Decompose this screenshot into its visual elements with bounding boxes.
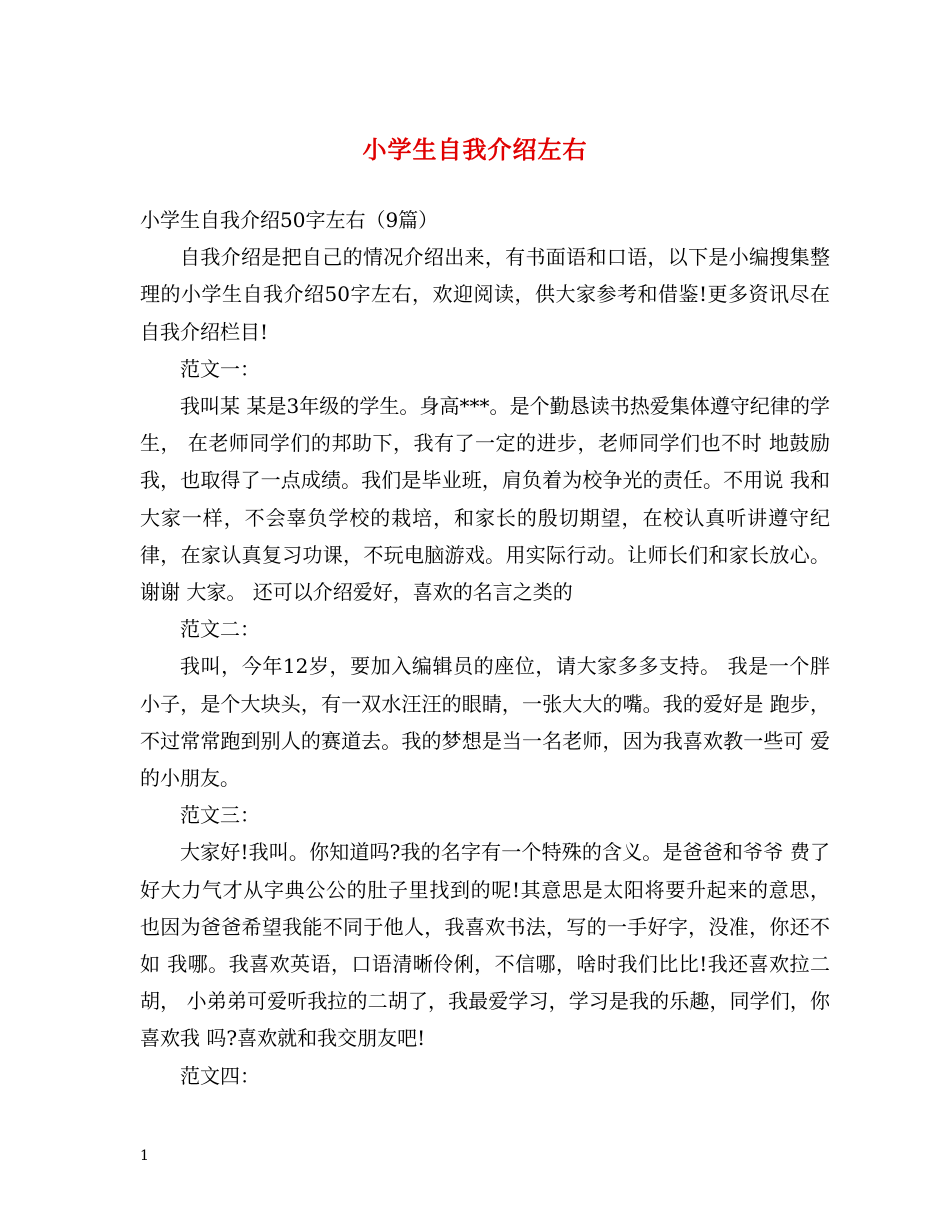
section-text-2: 我叫，今年12岁，要加入编辑员的座位，请大家多多支持。 我是一个胖小子，是个大块头，有一双水汪汪的眼睛，一张大大的嘴。我的爱好是 跑步，不过常常跑到别人的赛道去。我的梦想是当一名老师，因为我喜欢教一些可 爱的小朋友。 — [140, 654, 830, 791]
section-text-3: 大家好!我叫。你知道吗?我的名字有一个特殊的含义。是爸爸和爷爷 费了好大力气才从字典公公的肚子里找到的呢!其意思是太阳将要升起来的意思， 也因为爸爸希望我能不同于他人，我喜欢书法，写的一手好字，没准，你还不如 我哪。我喜欢英语，口语清晰伶俐，不信哪，啥时我们比比!我还喜欢拉二胡， 小弟弟可爱听我拉的二胡了，我最爱学习，学习是我的乐趣，同学们，你喜欢我 吗?喜欢就和我交朋友吧! — [140, 840, 830, 1051]
section-heading-1: 范文一： — [180, 356, 260, 381]
section-heading-2: 范文二： — [180, 617, 260, 642]
section-heading-4: 范文四： — [180, 1063, 260, 1088]
section-text-1: 我叫某 某是3年级的学生。身高***。是个勤恳读书热爱集体遵守纪律的学生， 在老师同学们的邦助下，我有了一定的进步，老师同学们也不时 地鼓励我，也取得了一点成绩。我们是毕业班，肩负着为校争光的责任。不用说 我和大家一样，不会辜负学校的栽培，和家长的殷切期望，在校认真听讲遵守纪 律，在家认真复习功课，不玩电脑游戏。用实际行动。让师长们和家长放心。谢谢 大家。 还可以介绍爱好，喜欢的名言之类的 — [140, 394, 830, 605]
section-heading-3: 范文三： — [180, 803, 260, 828]
document-subtitle: 小学生自我介绍50字左右（9篇） — [140, 208, 439, 232]
page-number: 1 — [140, 1148, 149, 1164]
document-title: 小学生自我介绍左右 — [362, 135, 588, 164]
document-body — [140, 202, 830, 1095]
intro-paragraph: 自我介绍是把自己的情况介绍出来，有书面语和口语，以下是小编搜集整理的小学生自我介绍50字左右，欢迎阅读，供大家参考和借鉴!更多资讯尽在自我介绍栏目! — [140, 245, 830, 344]
